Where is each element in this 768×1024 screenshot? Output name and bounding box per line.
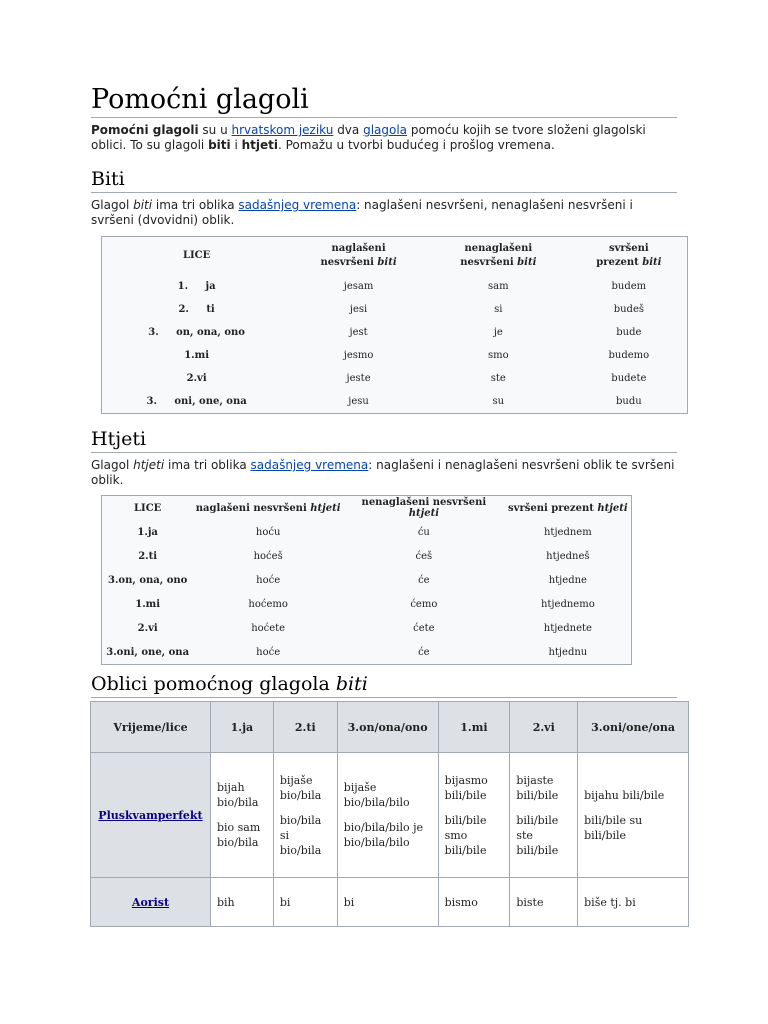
cell: budemo — [608, 350, 650, 361]
cell-line: bio/bila — [279, 843, 322, 857]
header-naglaseni — [291, 237, 426, 276]
cell: jesu — [348, 396, 369, 407]
link-hrvatski-jezik[interactable]: hrvatskom jeziku — [231, 123, 334, 137]
intro-text: su u — [198, 123, 232, 137]
row-lice: 3. oni, one, ona — [146, 396, 247, 407]
page-title: Pomoćni glagoli — [91, 84, 677, 118]
header-nenaglaseni — [426, 237, 571, 276]
cell: jeste — [346, 373, 371, 384]
cell — [510, 753, 578, 878]
htjeti-table — [101, 495, 632, 665]
header-text: nesvršeni — [460, 257, 518, 268]
cell: biše tj. bi — [578, 878, 689, 927]
header-cell: 2.vi — [510, 702, 578, 753]
row-lice: 1.ja — [137, 526, 158, 538]
cell: si — [494, 304, 503, 315]
cell-line: smo — [444, 828, 468, 842]
row-lice: 1.mi — [135, 598, 161, 610]
cell: hoću — [255, 526, 281, 538]
row-header-pluskvamperfekt — [91, 753, 211, 878]
cell — [438, 753, 510, 878]
cell-line: bili/bile — [516, 813, 559, 827]
cell: htjednemo — [540, 598, 595, 610]
cell: hoće — [256, 574, 281, 586]
cell: bi — [273, 878, 337, 927]
cell: hoćete — [251, 622, 286, 634]
oblici-table-header — [91, 702, 689, 753]
header-svrseni — [505, 496, 632, 521]
cell: jesam — [343, 281, 374, 292]
cell: će — [418, 574, 430, 586]
header-text: svršeni — [608, 243, 649, 254]
link-glagol[interactable]: glagola — [363, 123, 408, 137]
cell: hoće — [256, 646, 281, 658]
biti-text: Glagol — [91, 198, 134, 212]
header-text: naglašeni nesvršeni — [195, 502, 311, 514]
cell: ćete — [413, 622, 435, 634]
cell: će — [418, 646, 430, 658]
cell: htjednem — [543, 526, 592, 538]
header-verb: biti — [517, 257, 537, 268]
biti-text: : naglašeni nesvršeni, nenaglašeni nesvršeni i svršeni (dvovidni) oblik. — [91, 198, 633, 227]
cell-line: bijaše — [279, 773, 313, 787]
cell: smo — [488, 350, 509, 361]
cell-line: bio/bila/bilo — [343, 796, 410, 809]
header-cell: 1.ja — [210, 702, 273, 753]
table-row — [102, 640, 632, 665]
table-row — [102, 520, 632, 544]
cell-line: bio/bila — [216, 836, 259, 849]
header-vrijeme-lice: Vrijeme/lice — [91, 702, 211, 753]
table-row — [102, 367, 688, 390]
cell: budeš — [613, 304, 644, 315]
row-header-aorist — [91, 878, 211, 927]
link-sadasnje-vrijeme-2[interactable]: sadašnjeg vremena — [250, 458, 369, 472]
cell: budete — [611, 373, 647, 384]
htjeti-paragraph — [91, 458, 677, 488]
htjeti-table-header — [102, 496, 632, 521]
header-text: nenaglašeni nesvršeni — [361, 497, 487, 508]
header-cell: 1.mi — [438, 702, 510, 753]
header-text: nesvršeni — [320, 257, 378, 268]
biti-verb: biti — [133, 198, 153, 212]
cell: je — [493, 327, 503, 338]
row-lice: 3. on, ona, ono — [148, 327, 245, 338]
table-row — [102, 344, 688, 367]
link-pluskvamperfekt[interactable]: Pluskvamperfekt — [98, 808, 203, 822]
cell: hoćemo — [248, 598, 288, 610]
htjeti-text: : naglašeni i nenaglašeni nesvršeni oblik te svršeni oblik. — [91, 458, 675, 487]
row-lice: 2.vi — [137, 622, 158, 634]
oblici-table — [90, 701, 689, 927]
cell: ćeš — [415, 550, 433, 562]
header-verb: htjeti — [597, 502, 628, 514]
cell-line: ste — [516, 828, 533, 842]
table-row — [102, 592, 632, 616]
header-verb: biti — [377, 257, 397, 268]
intro-text: pomoću kojih se tvore složeni glagolski oblici. To su glagoli — [91, 123, 646, 152]
header-verb: htjeti — [310, 502, 341, 514]
header-lice: LICE — [182, 250, 211, 261]
cell — [273, 753, 337, 878]
cell-line: bili/bile — [444, 788, 487, 802]
header-verb: biti — [642, 257, 662, 268]
row-lice: 2. ti — [178, 304, 215, 315]
header-text: prezent — [596, 257, 643, 268]
cell: ćemo — [410, 598, 438, 610]
table-row — [102, 390, 688, 414]
cell: ste — [490, 373, 506, 384]
cell: su — [492, 396, 505, 407]
header-lice: LICE — [134, 502, 162, 514]
cell-line: bili/bile su — [584, 813, 643, 827]
cell-line: bili/bile — [516, 843, 559, 857]
heading-verb: biti — [335, 673, 368, 695]
header-verb: htjeti — [408, 508, 439, 519]
cell-line: bili/bile — [444, 843, 487, 857]
section-heading-biti: Biti — [91, 167, 677, 193]
cell: bismo — [438, 878, 510, 927]
cell-line: bili/bile — [516, 788, 559, 802]
header-text: naglašeni — [331, 243, 386, 254]
cell-line: bio/bila/bilo — [343, 836, 410, 849]
header-nenaglaseni — [343, 496, 505, 521]
cell-line: bio sam — [216, 821, 261, 834]
cell — [210, 753, 273, 878]
cell: htjedne — [548, 574, 587, 586]
header-naglaseni — [193, 496, 343, 521]
cell: jest — [349, 327, 368, 338]
intro-paragraph — [91, 123, 677, 153]
link-sadasnje-vrijeme[interactable]: sadašnjeg vremena — [238, 198, 357, 212]
header-cell: 2.ti — [273, 702, 337, 753]
row-lice: 3.oni, one, ona — [106, 646, 190, 658]
header-text: nenaglašeni — [464, 243, 533, 254]
cell: htjednete — [543, 622, 592, 634]
cell: htjedneš — [546, 550, 590, 562]
table-row-aorist — [91, 878, 689, 927]
intro-term: Pomoćni glagoli — [91, 123, 199, 137]
cell: jesmo — [343, 350, 374, 361]
section-heading-htjeti: Htjeti — [91, 427, 677, 453]
table-row — [102, 298, 688, 321]
intro-text: dva — [333, 123, 364, 137]
cell-line: bijahu bili/bile — [584, 788, 665, 802]
cell-line: bili/bile — [584, 828, 627, 842]
cell-line: bijaste — [516, 773, 554, 787]
cell-line: bijasmo — [444, 773, 488, 787]
cell: biste — [510, 878, 578, 927]
row-lice: 2.ti — [138, 550, 158, 562]
row-lice: 3.on, ona, ono — [107, 574, 188, 586]
cell-line: bijah — [216, 781, 245, 794]
biti-table — [101, 236, 688, 414]
table-row — [102, 275, 688, 298]
cell-line: bili/bile — [444, 813, 487, 827]
cell-line: bio/bila — [279, 788, 322, 802]
cell: budu — [616, 396, 642, 407]
heading-text: Oblici pomoćnog glagola — [91, 673, 336, 695]
biti-paragraph — [91, 198, 677, 228]
table-row-pluskvamperfekt — [91, 753, 689, 878]
cell-line: bio/bila — [279, 813, 322, 827]
cell — [578, 753, 689, 878]
htjeti-verb: htjeti — [133, 458, 165, 472]
cell: bude — [616, 327, 642, 338]
cell-line: bio/bila/bilo je — [343, 821, 424, 834]
cell — [337, 753, 438, 878]
biti-table-header — [102, 237, 688, 276]
cell: budem — [611, 281, 647, 292]
biti-text: ima tri oblika — [152, 198, 239, 212]
section-heading-oblici — [91, 672, 677, 698]
cell: ću — [417, 526, 430, 538]
header-svrseni — [571, 237, 688, 276]
intro-text: . Pomažu u tvorbi budućeg i prošlog vremena. — [277, 138, 555, 152]
cell: jesi — [349, 304, 368, 315]
cell: bi — [337, 878, 438, 927]
htjeti-text: ima tri oblika — [164, 458, 251, 472]
table-row — [102, 568, 632, 592]
header-cell: 3.oni/one/ona — [578, 702, 689, 753]
header-cell: 3.on/ona/ono — [337, 702, 438, 753]
cell: sam — [488, 281, 509, 292]
intro-bold-htjeti: htjeti — [241, 138, 278, 152]
cell: bih — [210, 878, 273, 927]
table-row — [102, 616, 632, 640]
header-text: svršeni prezent — [508, 502, 598, 514]
htjeti-text: Glagol — [91, 458, 134, 472]
link-aorist[interactable]: Aorist — [131, 895, 170, 909]
cell-line: bio/bila — [216, 796, 259, 809]
row-lice: 1.mi — [184, 350, 210, 361]
intro-bold-biti: biti — [208, 138, 231, 152]
table-row — [102, 544, 632, 568]
intro-text: i — [230, 138, 242, 152]
row-lice: 2.vi — [186, 373, 207, 384]
cell: hoćeš — [253, 550, 283, 562]
row-lice: 1. ja — [177, 281, 216, 292]
cell-line: bijaše — [343, 781, 377, 794]
cell: htjednu — [548, 646, 588, 658]
table-row — [102, 321, 688, 344]
cell-line: si — [279, 828, 289, 842]
